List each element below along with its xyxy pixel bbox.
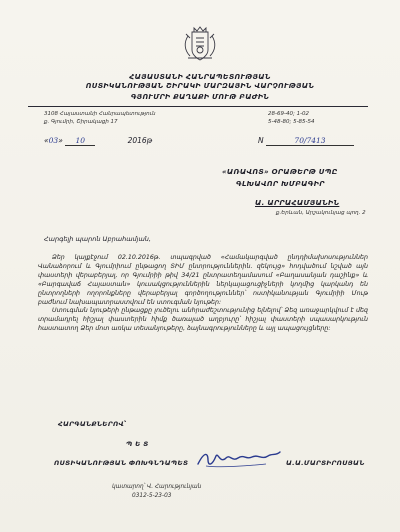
salutation: Հարգելի պարոն Աբրահամյան,: [44, 235, 151, 243]
closing-greeting: ՀԱՐԳԱՆՔՆԵՐՈՎ՝: [58, 420, 127, 428]
recipient-org: «ԱՌԱՎՈՏ» ՕՐԱԹԵՐԹ ՍՊԸ: [222, 168, 338, 176]
signer-title: ՈՍՏԻԿԱՆՈՒԹՅԱՆ ՓՈԽԳՆԴԱՊԵՏ: [54, 459, 189, 467]
recipient-position: ԳԼԽԱՎՈՐ ԽՄԲԱԳԻՐ: [236, 180, 325, 188]
phone-line-1: 28-69-40; 1-02: [268, 111, 310, 117]
signer-role: Պ Ե Տ: [126, 440, 149, 448]
date-day: 03: [48, 136, 59, 145]
phone-line-2: 5-48-80; 5-85-54: [268, 119, 315, 125]
address-line-1: 3108 Հայաստանի Հանրապետություն: [44, 111, 156, 117]
header-divider: [28, 106, 368, 107]
signature-icon: [196, 448, 282, 470]
header-division: ԳՅՈՒՄՐԻ ՔԱՂԱՔԻ ՄՈՒԹ ԲԱԺԻՆ: [130, 93, 270, 101]
header-department: ՈՍՏԻԿԱՆՈՒԹՅԱՆ ՇԻՐԱԿԻ ՄԱՐԶԱՅԻՆ ՎԱՐՉՈՒԹՅԱՆ: [85, 82, 315, 90]
doc-number-value: 70/7413: [266, 136, 354, 146]
date-year: 2016թ: [127, 136, 153, 145]
date-field: «03» 10 2016թ: [44, 136, 153, 145]
body-paragraph-1: Ձեր կայքէջում 02.10.2016թ. տպագրված «Համակարգված ընդդիմախոսություններ Վանաձորում և Գյումրիում ընթացող ՏԻՄ ընտրություններին. զեկույց» հոդվածում նշված այն փաստերի վերաբերյալ, որ Գյումրիի թիվ 34/21 ընտրատեղամասում «Բաղասանյան դաշինք» և «Բարգավաճ Հայաստան» կուսակցություններին ներկայացուցիչների կողմից կարկանդ են ընտրողների ողորոնքները վերաբերյալ գործողություններ՝ ոստիկանության Գյումրիի Մութ բաժնում նախապատրաստվում են ստուգման նյութեր:: [38, 254, 368, 306]
header-country: ՀԱՅԱՍՏԱՆԻ ՀԱՆՐԱՊԵՏՈՒԹՅԱՆ: [129, 73, 271, 81]
executor-phone: 0312-5-23-03: [132, 493, 172, 499]
signer-name: Ա.Ա.ՄԱՐՏԻՐՈՍՅԱՆ: [286, 459, 365, 467]
body-paragraph-2: Ստուգման նյութերի ընթացքը լուծելու անհրաժեշտությունից ելնելով՝ Ձեզ առաջարկվում է մեզ տրամադրել հիշյալ փաստերին հիմք ծառայած աղբյուրը՝ հիշյալ փաստերի սպասարկություն հաստատող Ձեր մոտ առկա տեսանյութերը, ձայնագրությունները և այլ ապացույցները:: [38, 307, 368, 333]
executor: կատարող՝ Վ. Հարությունյան: [112, 484, 202, 490]
coat-of-arms-icon: [180, 24, 220, 64]
doc-number-label: N: [258, 136, 264, 145]
date-month: 10: [65, 136, 95, 146]
letter-body: [38, 254, 368, 334]
recipient-address: ք.Երևան, Արշակունյաց պող. 2: [276, 210, 366, 216]
doc-number-field: [258, 136, 354, 146]
recipient-name: Ա. ԱՐՐԱՀԱՄՅԱՆԻՆ: [255, 199, 340, 207]
address-line-2: ք. Գյումրի, Շիրակացի 17: [44, 119, 118, 125]
